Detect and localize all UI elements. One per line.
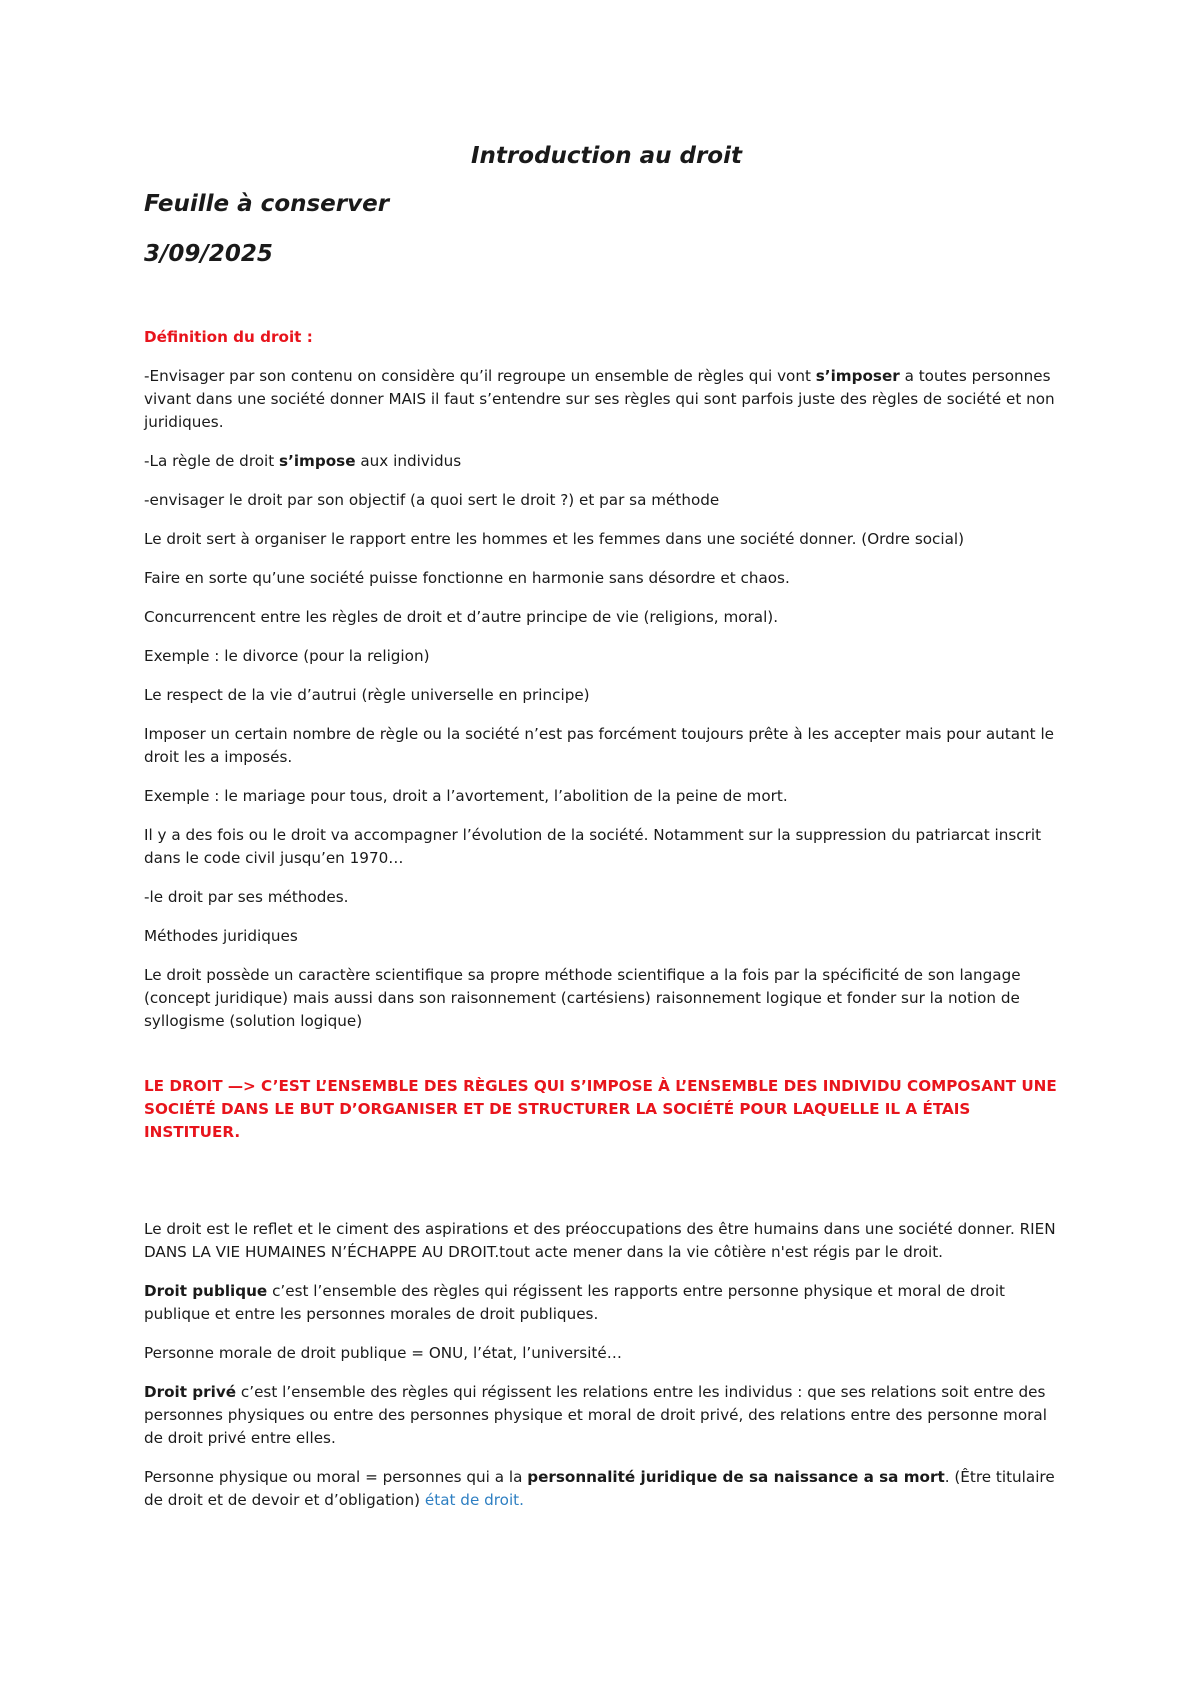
paragraph: Il y a des fois ou le droit va accompagner l’évolution de la société. Notamment sur la suppression du patriarcat inscrit dans le code civil jusqu’en 1970… <box>144 826 1042 867</box>
document-body <box>144 326 1069 1528</box>
text-run: -La règle de droit <box>144 452 280 470</box>
bold-text: Droit publique <box>144 1282 268 1300</box>
paragraph: -envisager le droit par son objectif (a quoi sert le droit ?) et par sa méthode <box>144 491 720 509</box>
text-run: a toutes personnes vivant dans une société donner MAIS il faut s’entendre sur ses règles qui sont parfois juste des règles de société et non juridiques. <box>144 367 1055 431</box>
definition-highlight: LE DROIT —> C’EST L’ENSEMBLE DES RÈGLES QUI S’IMPOSE À L’ENSEMBLE DES INDIVIDU COMPOSANT UNE SOCIÉTÉ DANS LE BUT D’ORGANISER ET DE STRUCTURER LA SOCIÉTÉ POUR LAQUELLE IL A ÉTAIS INSTITUER. <box>144 1077 1057 1141</box>
paragraph: Exemple : le mariage pour tous, droit a l’avortement, l’abolition de la peine de mort. <box>144 787 788 805</box>
document-date: 3/09/2025 <box>144 241 273 267</box>
paragraph: Exemple : le divorce (pour la religion) <box>144 647 430 665</box>
link-etat-de-droit[interactable]: état de droit. <box>424 1491 524 1509</box>
text-run: aux individus <box>355 452 462 470</box>
text-run: c’est l’ensemble des règles qui régissent les relations entre les individus : que ses relations soit entre des personnes physiques ou entre des personnes physique et moral de droit privé, des relations entre des personne moral de droit privé entre elles. <box>144 1383 1047 1447</box>
paragraph: Imposer un certain nombre de règle ou la société n’est pas forcément toujours prête à les accepter mais pour autant le droit les a imposés. <box>144 725 1055 766</box>
paragraph: -le droit par ses méthodes. <box>144 888 349 906</box>
paragraph <box>144 365 1069 434</box>
paragraph: Le droit est le reflet et le ciment des aspirations et des préoccupations des être humains dans une société donner. RIEN DANS LA VIE HUMAINES N’ÉCHAPPE AU DROIT.tout acte mener dans la vie côtière n'est régis par le droit. <box>144 1220 1056 1261</box>
paragraph: Faire en sorte qu’une société puisse fonctionne en harmonie sans désordre et chaos. <box>144 569 790 587</box>
text-run: Personne physique ou moral = personnes qui a la <box>144 1468 528 1486</box>
text-run: c’est l’ensemble des règles qui régissent les rapports entre personne physique et moral de droit publique et entre les personnes morales de droit publiques. <box>144 1282 1006 1323</box>
paragraph: Le droit possède un caractère scientifique sa propre méthode scientifique a la fois par la spécificité de son langage (concept juridique) mais aussi dans son raisonnement (cartésiens) raisonnement logique et fonder sur la notion de syllogisme (solution logique) <box>144 966 1021 1030</box>
document-subtitle: Feuille à conserver <box>144 191 390 217</box>
text-run: . (Être titulaire de droit et de devoir et d’obligation) <box>144 1468 1055 1509</box>
document-title: Introduction au droit <box>471 143 742 169</box>
paragraph: Méthodes juridiques <box>144 927 298 945</box>
paragraph: Personne morale de droit publique = ONU, l’état, l’université… <box>144 1344 622 1362</box>
section-heading: Définition du droit : <box>144 328 313 346</box>
paragraph <box>144 450 1069 473</box>
paragraph: Le droit sert à organiser le rapport entre les hommes et les femmes dans une société donner. (Ordre social) <box>144 530 965 548</box>
bold-text: s’impose <box>279 452 356 470</box>
text-run: -Envisager par son contenu on considère qu’il regroupe un ensemble de règles qui vont <box>144 367 816 385</box>
bold-text: s’imposer <box>815 367 900 385</box>
paragraph: Le respect de la vie d’autrui (règle universelle en principe) <box>144 686 590 704</box>
bold-text: Droit privé <box>144 1383 237 1401</box>
paragraph <box>144 1280 1069 1326</box>
paragraph <box>144 1466 1069 1512</box>
document-page <box>144 0 1069 1696</box>
paragraph <box>144 1381 1069 1450</box>
bold-text: personnalité juridique de sa naissance a sa mort <box>527 1468 945 1486</box>
paragraph: Concurrencent entre les règles de droit et d’autre principe de vie (religions, moral). <box>144 608 779 626</box>
